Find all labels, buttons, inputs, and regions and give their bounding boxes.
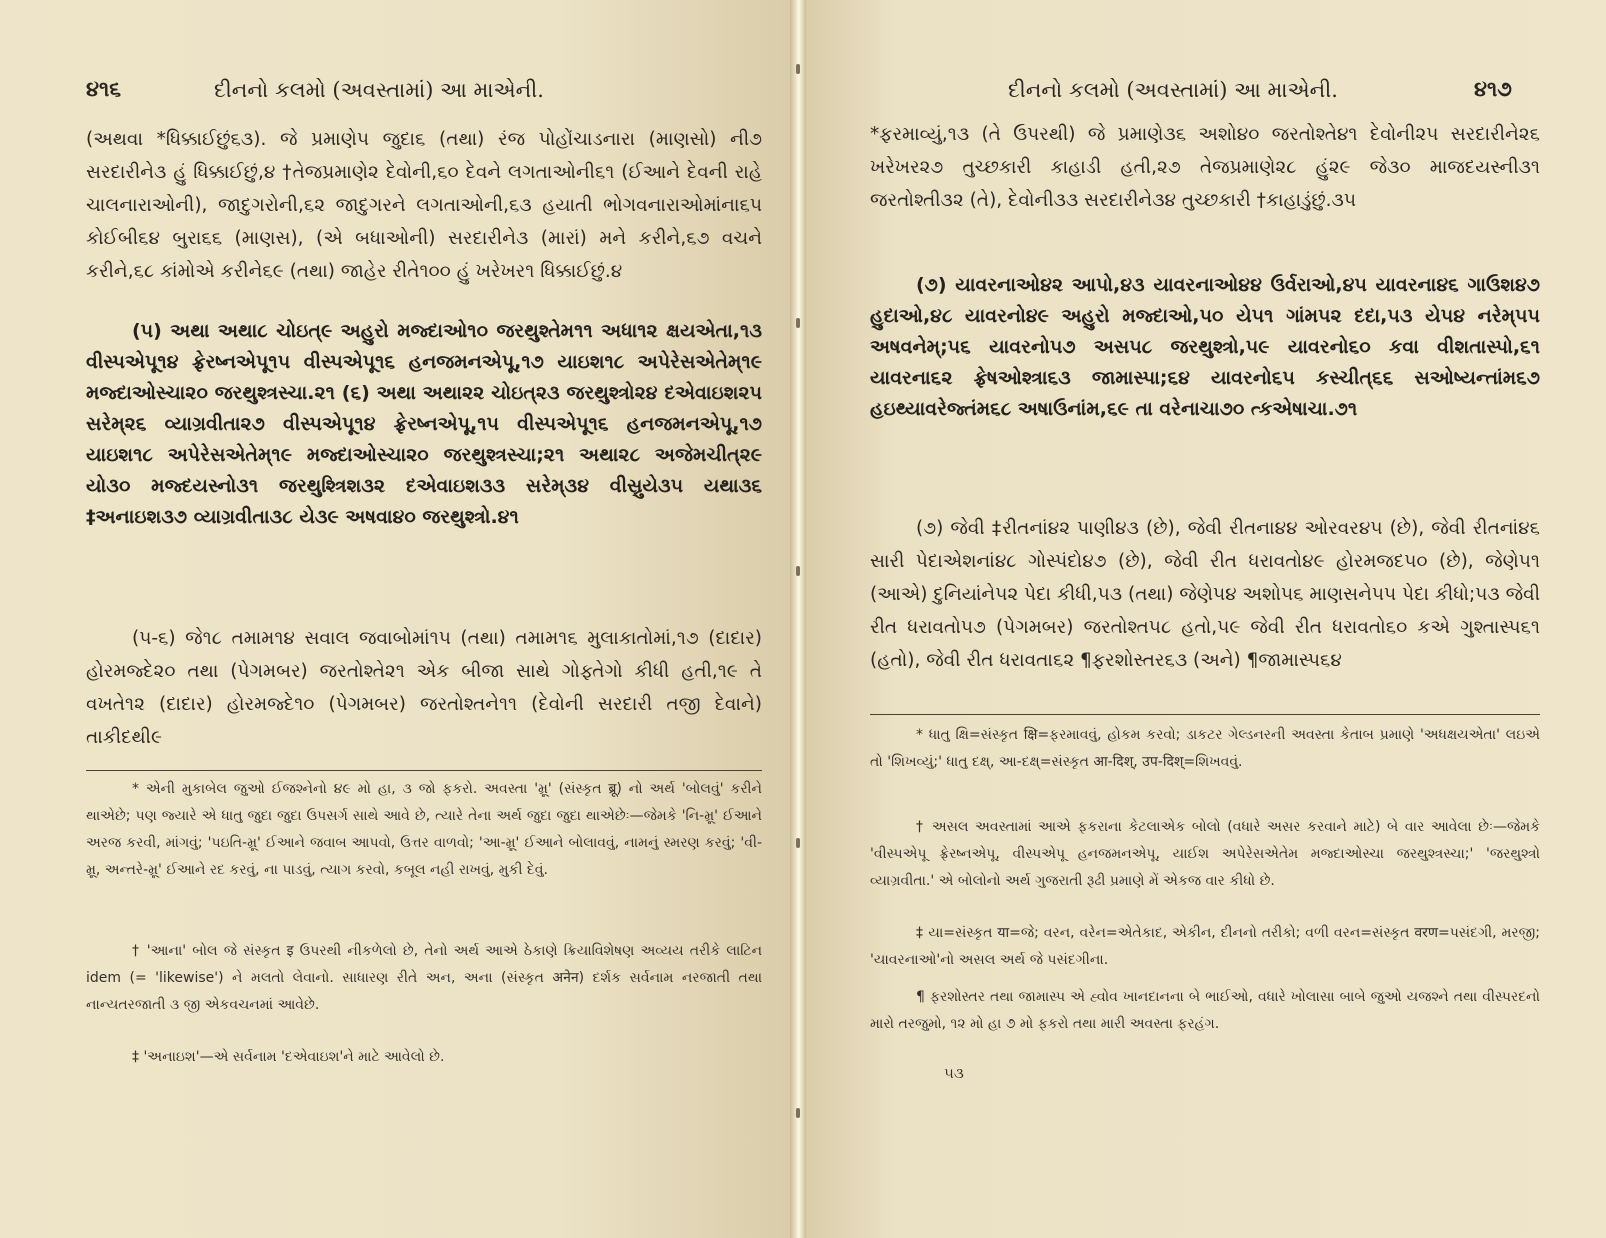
running-head: દીનનો કલમો (અવસ્તામાં) આ માએની.: [1008, 78, 1338, 102]
binding-stitch: [796, 838, 800, 848]
footnote: ¶ ફરશોસ્તર તથા જામાસ્પ એ હ્વોવ ખાનદાનના બે ભાઈઓ, વધારે ખોલાસા બાબે જુઓ યજશ્ને તથા વીસ્પરદનો મારો તરજુમો, ૧૨ મો હા ૭ મો ફકરો તથા મારી અવસ્તા ફરહંગ.: [870, 989, 1540, 1032]
footnote: * ધાતુ ક્ષિ=સંસ્કૃત क्षि=ફરમાવવું, હોકમ કરવો; ડાકટર ગેલ્ડનરની અવસ્તા કેતાબ પ્રમાણે 'અધક્ષયએતા' લઇએ તો 'શિખવ્યું;' ધાતુ દક્ષ્, આ-દક્ષ્=સંસ્કૃત आ-दिश्, उप-दिश्=શિખવવું.: [870, 727, 1540, 770]
footnote: ‡ 'અનાઇશ'—એ સર્વનામ 'દએવાઇશ'ને માટે આવેલો છે.: [132, 1049, 445, 1065]
paragraph-gujarati: (અથવા *ધિક્કાઈછું૬૩). જે પ્રમાણે૫ જુદા૬ (તથા) રંજ પોહોંચાડનારા (માણસો) ની૭ સરદારીને૩ હું ધિક્કાઈછું,૪ †તેજપ્રમાણે૨ દેવોની,૬૦ દેવને લગતાઓની૬૧ (ઈઆને દેવની રાહે ચાલનારાઓની), જાદુગરોની,૬૨ જાદુગરને લગતાઓની,૬૩ હયાતી ભોગવનારાઓમાંના૬૫ કોઈબી૬૪ બુરા૬૬ (માણસ), (એ બધાઓની) સરદારીને૩ (મારાં) મને કરીને,૬૭ વચને કરીને,૬૮ કાંમોએ કરીને૬૯ (તથા) જાહેર રીતે૧૦૦ હું ખરેખર૧ ધિક્કાઈછું.૪: [86, 129, 762, 282]
running-head: દીનનો કલમો (અવસ્તામાં) આ માએની.: [214, 78, 544, 102]
binding-stitch: [796, 64, 800, 74]
footnote: † 'આના' બોલ જે સંસ્કૃત इ ઉપરથી નીકળેલો છે, તેનો અર્થ આએ ઠેકાણે ક્રિયાવિશેષણ અવ્યય તરીકે લાટિન idem (= 'likewise') ને મલતો લેવાનો. સાધારણ રીતે અન, અના (સંસ્કૃત अनेन) દર્શક સર્વનામ નરજાતી તથા નાન્યતરજાતી ૩ જી એકવચનમાં આવેછે.: [86, 943, 762, 1013]
footnote: * એની મુકાબેલ જુઓ ઈજશ્નેનો ૪૯ મો હા, ૩ જો ફકરો. અવસ્તા 'મ્રૂ' (સંસ્કૃત ब्रू) નો અર્થ 'બોલવું' કરીને થાએછે; પણ જ્યારે એ ધાતુ જુદા જુદા ઉપસર્ગ સાથે આવે છે, ત્યારે તેના અર્થ જુદા જુદા થાએછેઃ—જેમકે 'નિ-મ્રૂ' ઈઆને અરજ કરવી, માંગવું; 'પઇતિ-મ્રૂ' ઈઆને જવાબ આપવો, ઉત્તર વાળવો; 'આ-મ્રૂ' ઈઆને બોલાવવું, નામનું સ્મરણ કરવું; 'વી-મ્રૂ, અન્તરે-મ્રૂ' ઈઆને રદ કરવું, ના પાડવું, ત્યાગ કરવો, કબૂલ નહી રાખવું, મુકી દેવું.: [86, 781, 762, 878]
right-page: [800, 0, 1606, 1238]
left-page: [0, 0, 795, 1238]
paragraph-avesta: (૫) અથા અથા૮ ચોઇત્૯ અહુરો મજ્દાઓ૧૦ જરથુશ્તેમ૧૧ અધા૧૨ ક્ષયએતા,૧૩ વીસ્પએપૂ૧૪ ફ્રેરષ્નએપૂ૧૫ વીસ્પએપૂ૧૬ હનજમનએપૂ,૧૭ યાઇશ૧૮ અપેરેસએતેમ્૧૯ મજ્દાઓસ્ચા૨૦ જરથુશ્ત્રસ્ચા.૨૧ (૬) અથા અથા૨૨ ચોઇત્૨૩ જરથુશ્ત્રો૨૪ દએવાઇશ૨૫ સરેમ્૨૬ વ્યાગ્રવીતા૨૭ વીસ્પએપૂ૧૪ ફ્રેરષ્નએપૂ,૧૫ વીસ્પએપૂ૧૬ હનજમનએપૂ,૧૭ યાઇશ૧૮ અપેરેસએતેમ્૧૯ મજ્દાઓસ્ચા૨૦ જરથુશ્ત્રસ્ચા;૨૧ અથા૨૮ અજેમચીત્૨૯ યો૩૦ મજ્દયસ્નો૩૧ જરથુશ્ત્રિશ૩૨ દએવાઇશ૩૩ સરેમ્૩૪ વીસ્રુયે૩૫ યથા૩૬ ‡અનાઇશ૩૭ વ્યાગ્રવીતા૩૮ યે૩૯ અષવા૪૦ જરથુશ્ત્રો.૪૧: [86, 320, 762, 528]
binding-stitch: [796, 566, 800, 576]
footnote-rule: [86, 770, 762, 771]
paragraph-translation: (૫-૬) જે૧૮ તમામ૧૪ સવાલ જવાબોમાં૧૫ (તથા) તમામ૧૬ મુલાકાતોમાં,૧૭ (દાદાર) હોરમજ્દે૨૦ તથા (પેગમબર) જરતોશ્તે૨૧ એક બીજા સાથે ગોફ્તેગો કીધી હતી,૧૯ તે વખતે૧૨ (દાદાર) હોરમજ્દે૧૦ (પેગમબર) જરતોશ્તને૧૧ (દેવોની સરદારી તજી દેવાને) તાકીદથી૯: [86, 628, 762, 748]
paragraph-avesta: (૭) યાવરનાઓ૪૨ આપો,૪૩ યાવરનાઓ૪૪ ઉર્વરાઓ,૪૫ યાવરના૪૬ ગાઉશ૪૭ હુદાઓ,૪૮ યાવરનો૪૯ અહુરો મજ્દાઓ,૫૦ યે૫૧ ગાંમ૫૨ દદા,૫૩ યે૫૪ નરેમ્૫૫ અષવનેમ્;૫૬ યાવરનો૫૭ અસ૫૮ જરથુશ્ત્રો,૫૯ યાવરનો૬૦ કવા વીશતાસ્પો,૬૧ યાવરના૬૨ ફ્રેષઓશ્ત્રા૬૩ જામાસ્પા;૬૪ યાવરનો૬૫ કસ્ચીત્૬૬ સઓષ્યન્તાંમ૬૭ હઇથ્યાવરેજ્તંમ૬૮ અષાઉનાંમ,૬૯ તા વરેનાચા૭૦ ત્કએષાચા.૭૧: [870, 274, 1540, 420]
binding-stitch: [796, 1108, 800, 1118]
page-number: ૪૧૭: [1474, 76, 1512, 101]
paragraph-translation: *ફરમાવ્યું,૧૩ (તે ઉપરથી) જે પ્રમાણે૩૬ અશો૪૦ જરતોશ્તે૪૧ દેવોની૨૫ સરદારીને૨૬ ખરેખર૨૭ તુચ્છકારી કાહાડી હતી,૨૭ તેજપ્રમાણે૨૮ હું૨૯ જે૩૦ માજદયસ્ની૩૧ જરતોશ્તી૩૨ (તે), દેવોની૩૩ સરદારીને૩૪ તુચ્છકારી †કાહાડુંછું.૩૫: [870, 124, 1540, 211]
footnote-rule: [870, 714, 1540, 715]
signature-mark: ૫૩: [944, 1064, 964, 1082]
footnote: ‡ યા=સંસ્કૃત या=જે; વરન, વરેન=એતેકાદ, એકીન, દીનનો તરીકો; વળી વરન=સંસ્કૃત वरण=પસંદગી, મરજી; 'યાવરનાઓ'નો અસલ અર્થ જે પસંદગીના.: [870, 925, 1540, 968]
book-gutter: [790, 0, 806, 1238]
page-number: ૪૧૬: [86, 76, 122, 101]
binding-stitch: [796, 318, 800, 328]
paragraph-translation: (૭) જેવી ‡રીતનાં૪૨ પાણી૪૩ (છે), જેવી રીતના૪૪ ઓરવર૪૫ (છે), જેવી રીતનાં૪૬ સારી પેદાએશનાં૪૮ ગોસ્પંદો૪૭ (છે), જેવી રીત ધરાવતો૪૯ હોરમજદ૫૦ (છે), જેણે૫૧ (આએ) દુનિયાંને૫૨ પેદા કીધી,૫૩ (તથા) જેણે૫૪ અશો૫૬ માણસને૫૫ પેદા કીધો;૫૩ જેવી રીત ધરાવતો૫૭ (પેગમબર) જરતોશ્ત૫૮ હતો,૫૯ જેવી રીત ધરાવતો૬૦ કએ ગુશ્તાસ્પ૬૧ (હતો), જેવી રીત ધરાવતા૬૨ ¶ફરશોસ્તર૬૩ (અને) ¶જામાસ્પ૬૪: [870, 518, 1540, 671]
footnote: † અસલ અવસ્તામાં આએ ફકરાના કેટલાએક બોલો (વધારે અસર કરવાને માટે) બે વાર આવેલા છેઃ—જેમકે 'વીસ્પએપૂ ફ્રેરષ્નએપૂ, વીસ્પએપૂ હનજમનએપૂ, યાઈશ અપેરેસએતેમ મજ્દાઓસ્ચા જરથુશ્ત્રસ્ચા;' 'જરથુશ્ત્રો વ્યાગ્રવીતા.' એ બોલોનો અર્થ ગુજરાતી રૂઢી પ્રમાણે મેં એકજ વાર કીધો છે.: [870, 819, 1540, 889]
